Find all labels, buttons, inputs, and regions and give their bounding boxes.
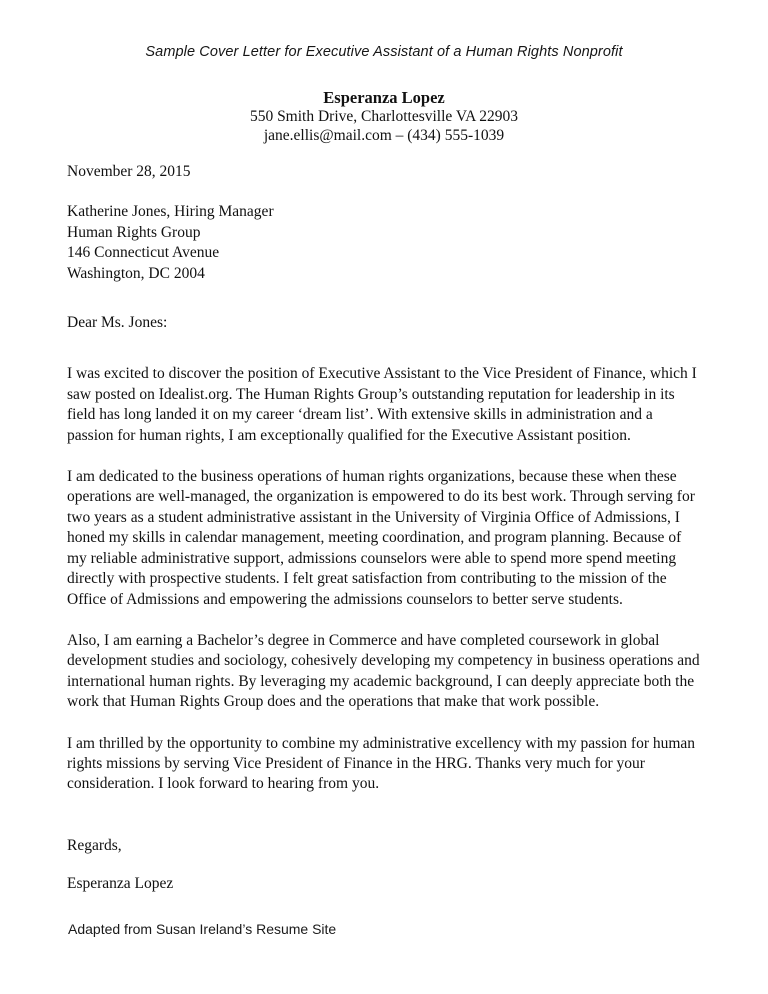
sender-contact: jane.ellis@mail.com – (434) 555-1039 [263, 126, 505, 144]
signature-name: Esperanza Lopez [67, 875, 174, 893]
closing: Regards, [67, 836, 122, 854]
paragraph-experience: I am dedicated to the business operations of human rights organizations, because these when these operations are well-managed, the organization is empowered to do its best work. Through serving for two years as a student administrative assistant in the University of Virginia Office of Admissions, I honed my skills in calendar management, meeting coordination, and program planning. Because of my reliable administrative support, admissions counselors were able to spend more spend meeting directly with prospective students. I felt great satisfaction from contributing to the mission of the Office of Admissions and empowering the admissions counselors to better serve students. [67, 468, 695, 608]
paragraph-conclusion: I am thrilled by the opportunity to combine my administrative excellency with my passion for human rights missions by serving Vice President of Finance in the HRG. Thanks very much for your consideration. I look forward to hearing from you. [67, 734, 696, 793]
recipient-line-city: Washington, DC 2004 [67, 264, 205, 282]
attribution-footer: Adapted from Susan Ireland’s Resume Site [68, 921, 337, 937]
paragraph-intro: I was excited to discover the position of Executive Assistant to the Vice President of Finance, which I saw posted on Idealist.org. The Human Rights Group’s outstanding reputation for leadership in its field has long landed it on my career ‘dream list’. With extensive skills in administration and a passion for human rights, I am exceptionally qualified for the Executive Assistant position. [67, 365, 697, 444]
letter-body [0, 162, 768, 895]
letterhead [0, 88, 768, 145]
recipient-line-name: Katherine Jones, Hiring Manager [67, 203, 274, 221]
sender-address: 550 Smith Drive, Charlottesville VA 22903 [249, 108, 519, 125]
paragraph-education: Also, I am earning a Bachelor’s degree in Commerce and have completed coursework in global development studies and sociology, cohesively developing my competency in business operations and international human rights. By leveraging my academic background, I can deeply appreciate both the work that Human Rights Group does and the operations that make that work possible. [67, 631, 700, 711]
recipient-line-street: 146 Connecticut Avenue [67, 244, 220, 262]
recipient-block [67, 202, 701, 284]
document-title: Sample Cover Letter for Executive Assistant of a Human Rights Nonprofit [145, 44, 623, 60]
recipient-line-organization: Human Rights Group [67, 223, 201, 241]
salutation: Dear Ms. Jones: [67, 314, 168, 332]
sender-name: Esperanza Lopez [323, 88, 445, 107]
letter-date: November 28, 2015 [67, 163, 191, 180]
